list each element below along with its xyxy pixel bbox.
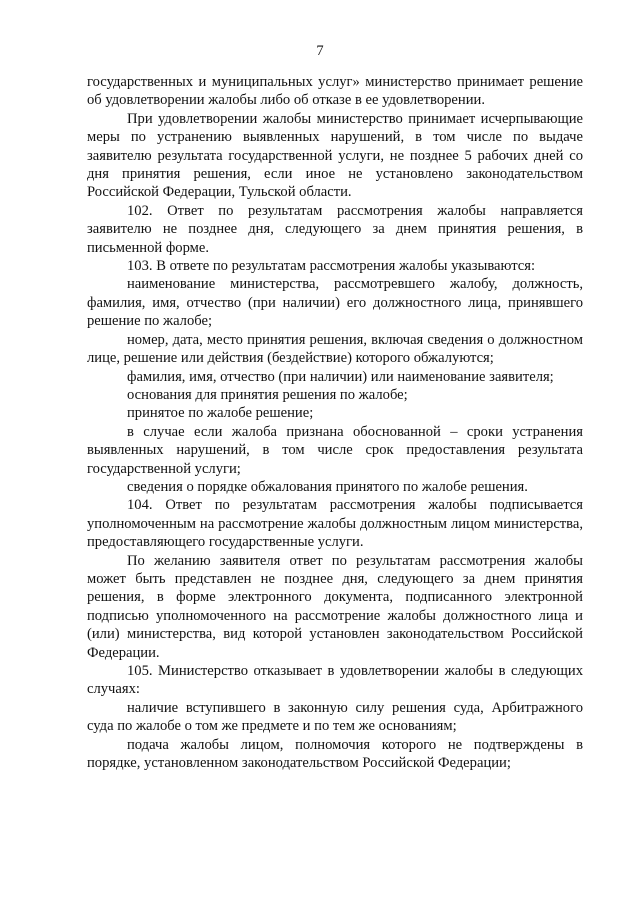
paragraph: основания для принятия решения по жалобе; <box>127 386 408 403</box>
paragraph: По желанию заявителя ответ по результатам рассмотрения жалобы может быть представлен не позднее дня, следующего за днем принятия решения, в форме электронного документа, подписанного электронной подписью уполномоченного на рассмотрение жалобы должностного лица и (или) министерства, вид которой установлен законодательством Российской Федерации. <box>87 552 583 661</box>
paragraph: фамилия, имя, отчество (при наличии) или наименование заявителя; <box>127 368 554 385</box>
paragraph: 105. Министерство отказывает в удовлетворении жалобы в следующих случаях: <box>87 663 583 698</box>
paragraph: сведения о порядке обжалования принятого по жалобе решения. <box>127 478 528 495</box>
paragraph: При удовлетворении жалобы министерство принимает исчерпывающие меры по устранению выявленных нарушений, в том числе по выдаче заявителю результата государственной услуги, не позднее 5 рабочих дней со дня принятия решения, если иное не установлено законодательством Российской Федерации, Тульской области. <box>87 110 583 201</box>
document-body <box>87 73 583 772</box>
paragraph: в случае если жалоба признана обоснованной – сроки устранения выявленных нарушений, в том числе срок предоставления результата государственной услуги; <box>87 423 583 477</box>
paragraph: подача жалобы лицом, полномочия которого не подтверждены в порядке, установленном законодательством Российской Федерации; <box>87 736 583 772</box>
paragraph: 103. В ответе по результатам рассмотрения жалобы указываются: <box>127 258 536 275</box>
page-number: 7 <box>316 43 324 59</box>
paragraph: наличие вступившего в законную силу решения суда, Арбитражного суда по жалобе о том же предмете и по тем же основаниям; <box>87 699 583 735</box>
paragraph: номер, дата, место принятия решения, включая сведения о должностном лице, решение или действия (бездействие) которого обжалуются; <box>87 331 583 367</box>
paragraph: государственных и муниципальных услуг» министерство принимает решение об удовлетворении жалобы либо об отказе в ее удовлетворении. <box>87 74 583 109</box>
paragraph: 104. Ответ по результатам рассмотрения жалобы подписывается уполномоченным на рассмотрение жалобы должностным лицом министерства, предоставляющего государственные услуги. <box>87 497 583 551</box>
paragraph: наименование министерства, рассмотревшего жалобу, должность, фамилия, имя, отчество (при наличии) его должностного лица, принявшего решение по жалобе; <box>87 276 583 330</box>
paragraph: 102. Ответ по результатам рассмотрения жалобы направляется заявителю не позднее дня, следующего за днем принятия решения, в письменной форме. <box>87 202 583 256</box>
paragraph: принятое по жалобе решение; <box>127 405 314 422</box>
